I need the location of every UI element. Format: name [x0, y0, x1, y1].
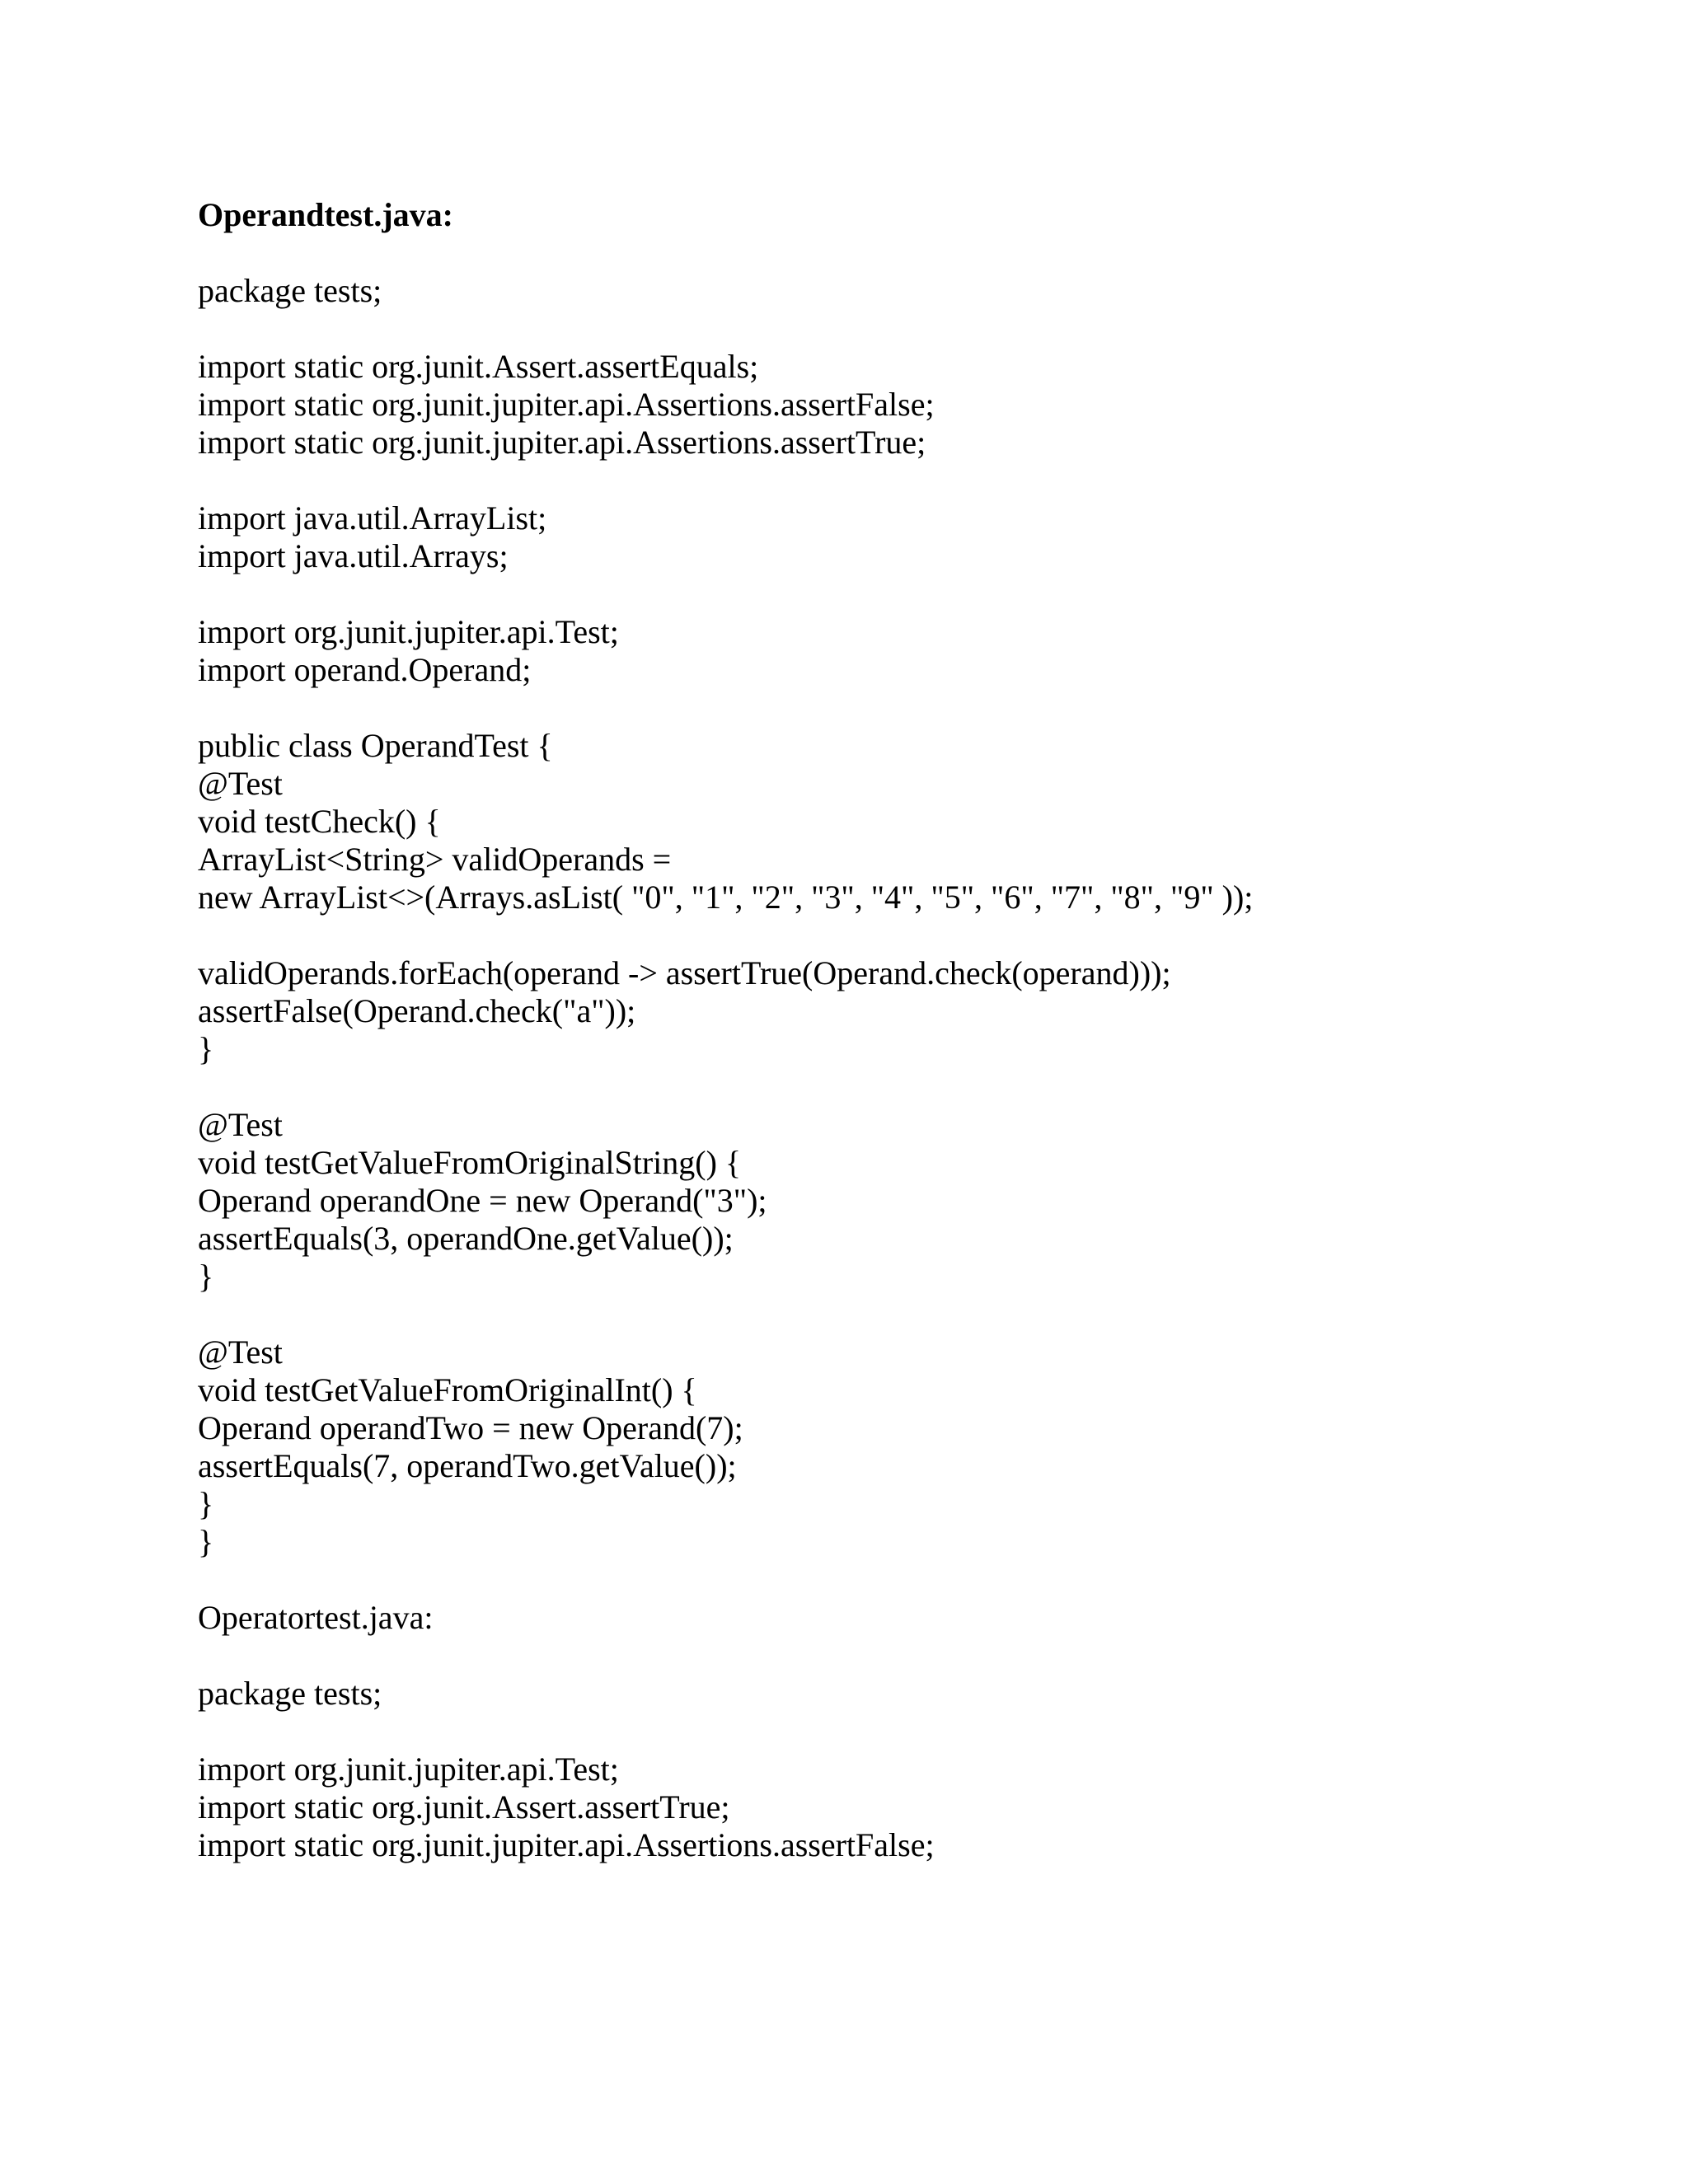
code-line: assertEquals(3, operandOne.getValue());	[198, 1220, 734, 1257]
code-line: }	[198, 1485, 214, 1522]
code-line: void testGetValueFromOriginalString() {	[198, 1144, 742, 1181]
code-line: import static org.junit.jupiter.api.Assertions.assertFalse;	[198, 386, 935, 423]
code-line: @Test	[198, 1106, 283, 1143]
code-line: new ArrayList<>(Arrays.asList( "0", "1", "2", "3", "4", "5", "6", "7", "8", "9" ));	[198, 879, 1254, 916]
code-line: validOperands.forEach(operand -> assertTrue(Operand.check(operand)));	[198, 954, 1171, 991]
blank-line	[198, 234, 1648, 272]
code-line: Operand operandOne = new Operand("3");	[198, 1182, 767, 1219]
blank-line	[198, 1561, 1648, 1599]
code-line: void testCheck() {	[198, 803, 441, 840]
code-line: import java.util.Arrays;	[198, 537, 509, 574]
blank-line	[198, 916, 1648, 954]
document-body	[198, 196, 1648, 1864]
blank-line	[198, 1637, 1648, 1675]
code-line: import org.junit.jupiter.api.Test;	[198, 1750, 619, 1788]
blank-line	[198, 1713, 1648, 1750]
code-line: assertEquals(7, operandTwo.getValue());	[198, 1447, 737, 1484]
blank-line	[198, 462, 1648, 499]
code-line: ArrayList<String> validOperands =	[198, 841, 672, 878]
blank-line	[198, 575, 1648, 613]
file-heading: Operandtest.java:	[198, 196, 453, 233]
code-line: @Test	[198, 1333, 283, 1371]
code-line: package tests;	[198, 1675, 382, 1712]
code-line: }	[198, 1523, 214, 1560]
code-line: }	[198, 1030, 214, 1067]
code-line: Operand operandTwo = new Operand(7);	[198, 1409, 743, 1446]
blank-line	[198, 1296, 1648, 1333]
code-line: }	[198, 1258, 214, 1295]
code-line: @Test	[198, 765, 283, 802]
blank-line	[198, 310, 1648, 348]
code-line: void testGetValueFromOriginalInt() {	[198, 1371, 697, 1408]
blank-line	[198, 1068, 1648, 1106]
code-line: import static org.junit.jupiter.api.Assertions.assertFalse;	[198, 1826, 935, 1863]
code-line: import static org.junit.jupiter.api.Assertions.assertTrue;	[198, 424, 926, 461]
code-line: import static org.junit.Assert.assertTrue;	[198, 1788, 730, 1825]
code-line: import java.util.ArrayList;	[198, 499, 547, 537]
code-line: import operand.Operand;	[198, 651, 532, 688]
code-line: assertFalse(Operand.check("a"));	[198, 992, 636, 1029]
code-line: import org.junit.jupiter.api.Test;	[198, 613, 619, 650]
file-heading: Operatortest.java:	[198, 1599, 434, 1636]
code-line: public class OperandTest {	[198, 727, 553, 764]
blank-line	[198, 689, 1648, 727]
code-line: import static org.junit.Assert.assertEquals;	[198, 348, 759, 385]
code-line: package tests;	[198, 272, 382, 309]
